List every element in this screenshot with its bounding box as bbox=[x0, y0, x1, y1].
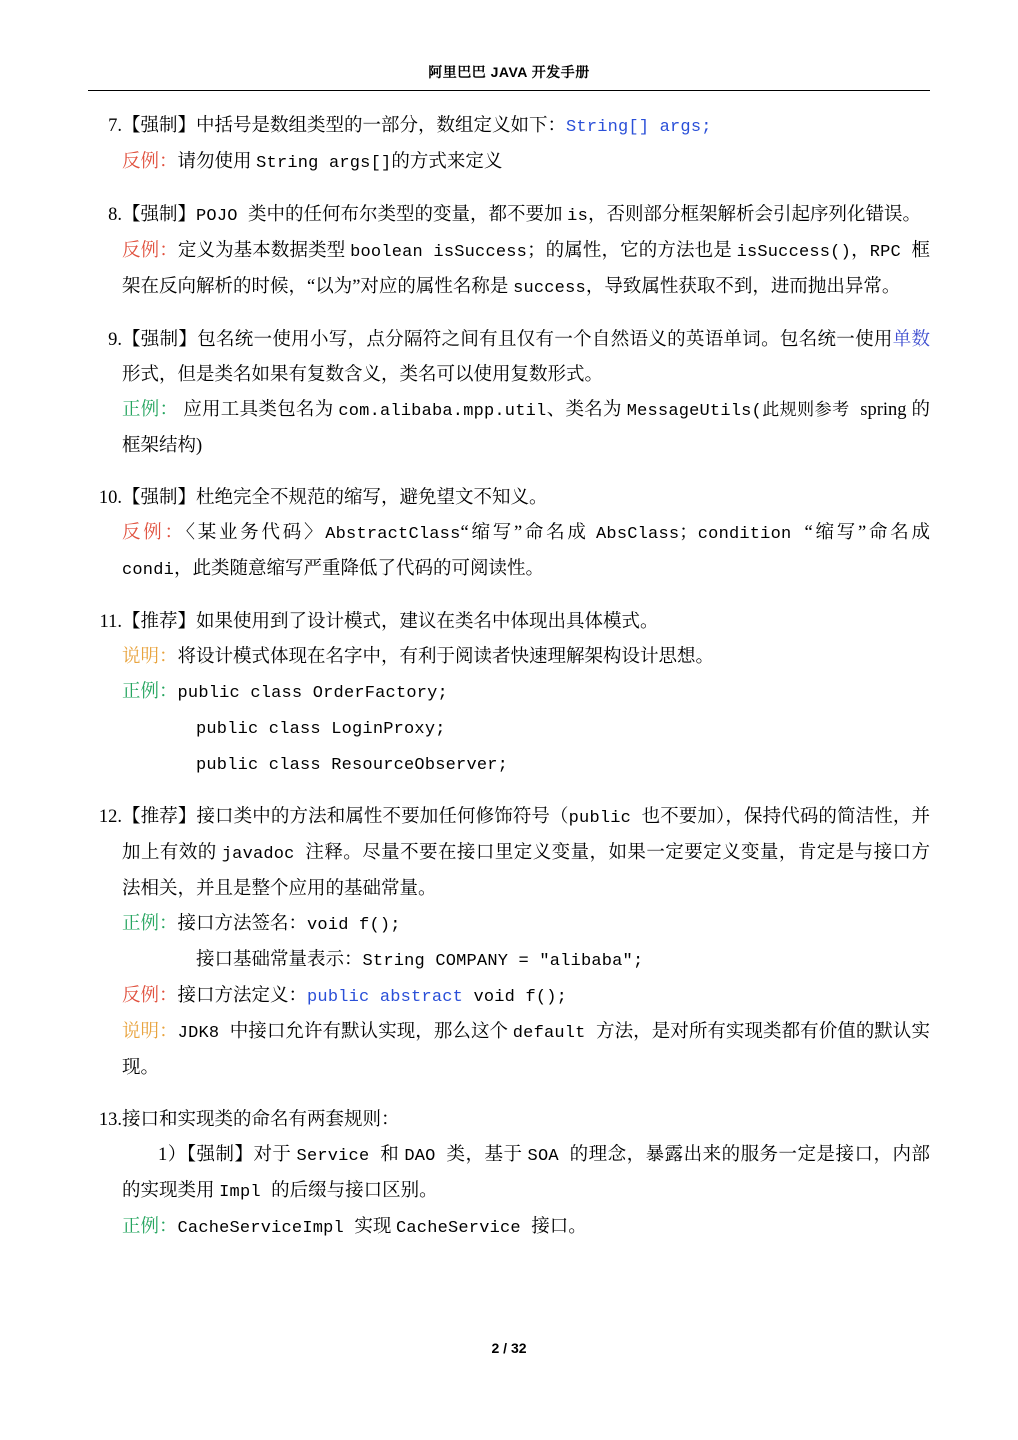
text-span: 说明： bbox=[122, 647, 178, 667]
text-span: SOA bbox=[527, 1147, 570, 1166]
list-item bbox=[88, 605, 930, 783]
text-span: CacheServiceImpl bbox=[177, 1219, 355, 1238]
text-span: String[] args; bbox=[566, 118, 712, 137]
text-span: public class OrderFactory; bbox=[177, 684, 448, 703]
text-span: spring bbox=[860, 400, 912, 420]
paragraph bbox=[122, 800, 930, 907]
list-item-body bbox=[122, 198, 930, 306]
paragraph bbox=[122, 943, 930, 979]
paragraph bbox=[122, 747, 930, 783]
text-span: 反例： bbox=[122, 241, 178, 261]
text-span: 1）【强制】对于 bbox=[158, 1145, 297, 1165]
text-span: 将设计模式体现在名字中，有利于阅读者快速理解架构设计思想。 bbox=[177, 647, 715, 667]
text-span: 应用工具类包名为 bbox=[178, 400, 339, 420]
text-span: javadoc bbox=[221, 845, 306, 864]
text-span: 框架在反向解析的时候，“以为”对应的属性名称是 bbox=[122, 241, 930, 297]
text-span: ，否则部分框架解析会引起序列化错误。 bbox=[587, 205, 921, 225]
text-span: Service bbox=[296, 1147, 381, 1166]
paragraph bbox=[122, 979, 930, 1015]
text-span: 单数 bbox=[892, 330, 930, 350]
list-item-body bbox=[122, 481, 930, 588]
text-span: condi bbox=[122, 561, 175, 580]
text-span: 正例： bbox=[122, 1217, 178, 1237]
paragraph bbox=[122, 711, 930, 747]
text-span: 注释。尽量不要在接口里定义变量，如果一定要定义变量，肯定是与接口方法相关，并且是整个应用的基础常量。 bbox=[122, 843, 930, 899]
text-span: 、类名为 bbox=[546, 400, 627, 420]
text-span: 中接口允许有默认实现，那么这个 bbox=[229, 1022, 513, 1042]
text-span: public bbox=[568, 809, 642, 828]
text-span: ，此类随意缩写严重降低了代码的可阅读性。 bbox=[174, 559, 545, 579]
paragraph bbox=[122, 1210, 930, 1246]
paragraph bbox=[122, 145, 930, 181]
list-item bbox=[88, 481, 930, 588]
list-item-number: 8. bbox=[108, 205, 122, 225]
paragraph bbox=[122, 907, 930, 943]
text-span: public class ResourceObserver; bbox=[196, 756, 509, 775]
text-span: public class LoginProxy; bbox=[196, 720, 446, 739]
text-span: AbstractClass bbox=[325, 525, 461, 544]
text-span: 正例： bbox=[122, 400, 179, 420]
list-item bbox=[88, 800, 930, 1086]
text-span: 的框架结构) bbox=[122, 400, 930, 456]
text-span: 【推荐】如果使用到了设计模式，建议在类名中体现出具体模式。 bbox=[122, 612, 659, 632]
text-span: String COMPANY = "alibaba"; bbox=[362, 952, 644, 971]
text-span: Impl bbox=[219, 1183, 272, 1202]
text-span: condition bbox=[697, 525, 805, 544]
text-span: 定义为基本数据类型 bbox=[177, 241, 351, 261]
paragraph bbox=[122, 323, 930, 393]
list-item-number: 10. bbox=[98, 488, 122, 508]
text-span: 正例： bbox=[122, 914, 178, 934]
list-item bbox=[88, 109, 930, 181]
text-span: CacheService bbox=[396, 1219, 532, 1238]
paragraph bbox=[122, 675, 930, 711]
list-item-number: 7. bbox=[108, 116, 122, 136]
text-span: success bbox=[513, 279, 586, 298]
text-span: 接口方法定义： bbox=[177, 986, 308, 1006]
list-item bbox=[88, 323, 930, 464]
text-span: 接口。 bbox=[531, 1217, 587, 1237]
list-item-number: 12. bbox=[98, 807, 122, 827]
text-span: 实现 bbox=[354, 1217, 396, 1237]
text-span: RPC bbox=[869, 243, 912, 262]
paragraph bbox=[122, 109, 930, 145]
text-span: 方法，是对所有实现类都有价值的默认实现。 bbox=[122, 1022, 930, 1078]
document-content bbox=[88, 91, 930, 1246]
text-span: 形式，但是类名如果有复数含义，类名可以使用复数形式。 bbox=[122, 365, 604, 385]
text-span: JDK8 bbox=[177, 1024, 230, 1043]
list-item-body bbox=[122, 323, 930, 464]
list-item-number: 11. bbox=[99, 612, 122, 632]
text-span: 反例： bbox=[122, 523, 186, 543]
text-span: 【推荐】接口类中的方法和属性不要加任何修饰符号（ bbox=[122, 807, 569, 827]
text-span: 【强制】包名统一使用小写，点分隔符之间有且仅有一个自然语义的英语单词。包名统一使用 bbox=[122, 330, 893, 350]
text-span: “缩写”命名成 bbox=[460, 523, 597, 543]
text-span: 反例： bbox=[122, 986, 178, 1006]
text-span: 的后缀与接口区别。 bbox=[271, 1181, 438, 1201]
text-span: DAO bbox=[404, 1147, 447, 1166]
text-span: 说明： bbox=[122, 1022, 178, 1042]
paragraph bbox=[122, 1138, 930, 1210]
text-span: void f(); bbox=[307, 916, 401, 935]
text-span: 类，基于 bbox=[446, 1145, 528, 1165]
list-item-number: 9. bbox=[108, 330, 122, 350]
text-span: boolean isSuccess bbox=[350, 243, 528, 262]
text-span: MessageUtils bbox=[626, 402, 752, 421]
text-span: 接口基础常量表示： bbox=[196, 950, 363, 970]
list-item bbox=[88, 198, 930, 306]
paragraph bbox=[122, 198, 930, 234]
text-span: void f(); bbox=[463, 988, 568, 1007]
text-span: “缩写”命名成 bbox=[804, 523, 930, 543]
list-item-number: 13. bbox=[98, 1110, 122, 1130]
text-span: 的理念，暴露出来的服务一定是接口，内部的实现类用 bbox=[122, 1145, 930, 1201]
paragraph bbox=[122, 481, 930, 516]
text-span: isSuccess() bbox=[736, 243, 851, 262]
text-span: 请勿使用 bbox=[177, 152, 257, 172]
text-span: 类中的任何布尔类型的变量，都不要加 bbox=[248, 205, 568, 225]
text-span: ；的属性，它的方法也是 bbox=[527, 241, 737, 261]
text-span: 【强制】杜绝完全不规范的缩写，避免望文不知义。 bbox=[122, 488, 548, 508]
text-span: 也不要加），保持代码的简洁性，并加上有效的 bbox=[122, 807, 930, 863]
text-span: ， bbox=[850, 241, 870, 261]
text-span: ，导致属性获取不到，进而抛出异常。 bbox=[585, 277, 901, 297]
paragraph bbox=[122, 640, 930, 675]
text-span: 接口方法签名： bbox=[177, 914, 308, 934]
text-span: 和 bbox=[380, 1145, 405, 1165]
text-span: 【强制】中括号是数组类型的一部分，数组定义如下： bbox=[122, 116, 567, 136]
text-span: com.alibaba.mpp.util bbox=[338, 402, 547, 421]
text-span: default bbox=[512, 1024, 597, 1043]
text-span: 〈某业务代码〉 bbox=[185, 523, 326, 543]
paragraph bbox=[122, 516, 930, 588]
paragraph bbox=[122, 1015, 930, 1086]
text-span: String args[] bbox=[256, 154, 392, 173]
list-item-body bbox=[122, 605, 930, 783]
text-span: POJO bbox=[196, 207, 249, 226]
paragraph bbox=[122, 234, 930, 306]
list-item-body bbox=[122, 800, 930, 1086]
text-span: 反例： bbox=[122, 152, 178, 172]
text-span: AbsClass bbox=[596, 525, 680, 544]
header-title: 阿里巴巴 JAVA 开发手册 bbox=[428, 64, 590, 80]
text-span: is bbox=[567, 207, 588, 226]
paragraph bbox=[122, 605, 930, 640]
paragraph bbox=[122, 1103, 930, 1138]
page-footer: 2 / 32 bbox=[491, 1340, 527, 1356]
text-span: 接口和实现类的命名有两套规则： bbox=[122, 1110, 400, 1130]
list-item-body bbox=[122, 1103, 930, 1246]
text-span: public abstract bbox=[307, 988, 464, 1007]
paragraph bbox=[122, 393, 930, 464]
page-header bbox=[88, 0, 930, 91]
text-span: 【强制】 bbox=[122, 205, 197, 225]
text-span: 的方式来定义 bbox=[391, 152, 503, 172]
list-item-body bbox=[122, 109, 930, 181]
text-span: ； bbox=[679, 523, 698, 543]
list-item bbox=[88, 1103, 930, 1246]
text-span: 正例： bbox=[122, 682, 178, 702]
text-span: (此规则参考 bbox=[751, 402, 861, 421]
